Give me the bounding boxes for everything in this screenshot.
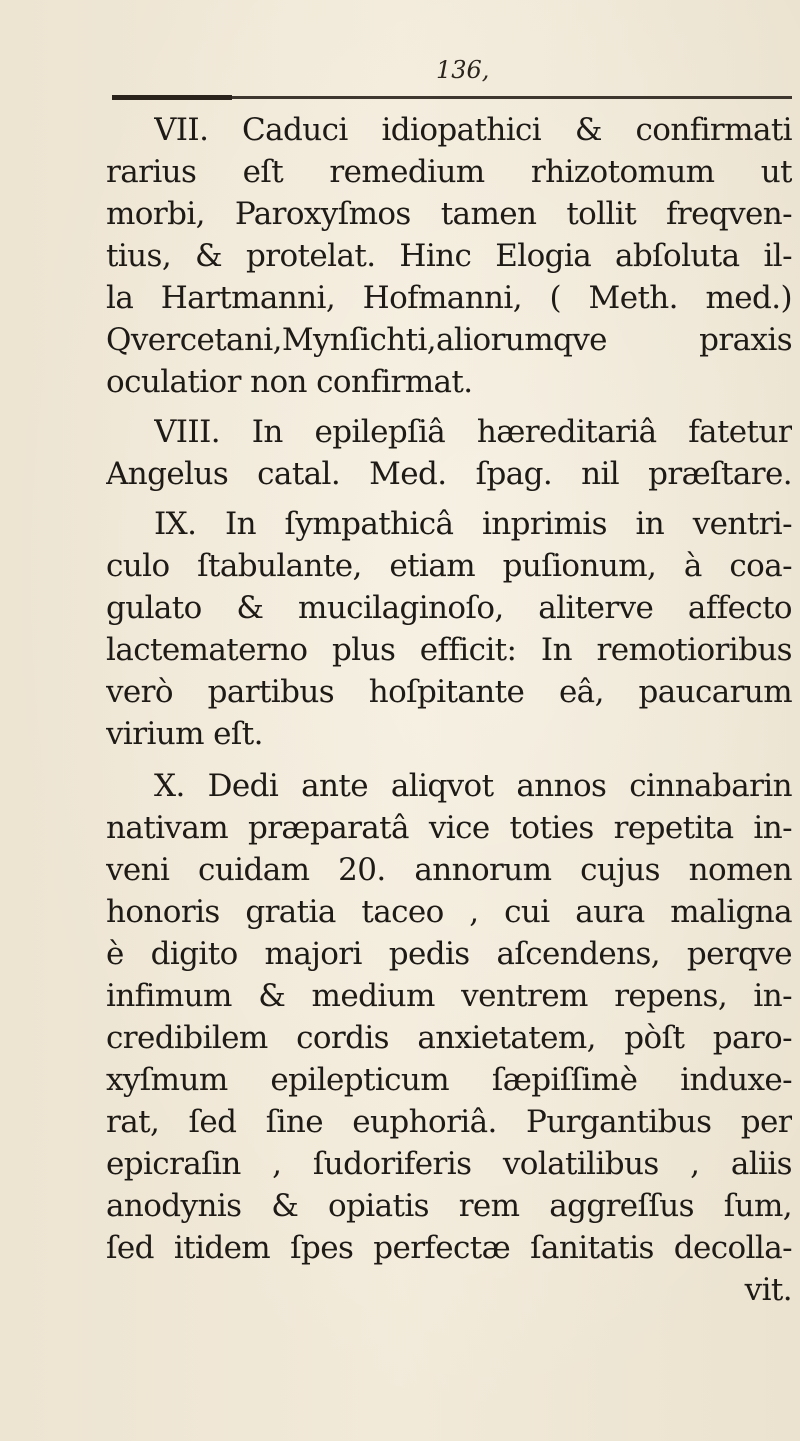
text-line: virium eſt. (106, 716, 263, 752)
text-line: Qvercetani,Mynſichti,aliorumqve praxis (106, 322, 792, 358)
text-line: rat, ſed ſine euphoriâ. Purgantibus per (106, 1104, 792, 1140)
text-line: xyſmum epilepticum ſæpiſſimè induxe- (106, 1062, 792, 1098)
text-line: Angelus catal. Med. ſpag. nil præſtare. (106, 456, 792, 492)
text-line: ſed itidem ſpes perfectæ ſanitatis decolla- (106, 1230, 792, 1266)
text-line: culo ſtabulante, etiam puſionum, à coa- (106, 548, 792, 584)
text-line: la Hartmanni, Hofmanni, ( Meth. med.) (106, 280, 792, 316)
text-line: lactematerno plus efficit: In remotioribus (106, 632, 792, 668)
text-line: epicraſin , ſudoriferis volatilibus , aliis (106, 1146, 792, 1182)
text-line: IX. In ſympathicâ inprimis in ventri- (154, 506, 792, 542)
text-line: credibilem cordis anxietatem, pòſt paro- (106, 1020, 792, 1056)
text-line: è digito majori pedis aſcendens, perqve (106, 936, 792, 972)
text-line: infimum & medium ventrem repens, in- (106, 978, 792, 1014)
text-line: X. Dedi ante aliqvot annos cinnabarin (154, 768, 792, 804)
page-number: 136, (436, 56, 490, 84)
text-line: anodynis & opiatis rem aggreſſus ſum, (106, 1188, 792, 1224)
text-line: nativam præparatâ vice toties repetita in- (106, 810, 792, 846)
text-line: honoris gratia taceo , cui aura maligna (106, 894, 792, 930)
header-rule (112, 96, 792, 99)
text-line: VIII. In epilepſiâ hæreditariâ fatetur (154, 414, 792, 450)
text-line: veni cuidam 20. annorum cujus nomen (106, 852, 792, 888)
text-line: oculatior non confirmat. (106, 364, 473, 400)
text-line: verò partibus hoſpitante eâ, paucarum (106, 674, 792, 710)
text-line: gulato & mucilaginoſo, aliterve affecto (106, 590, 792, 626)
text-line: morbi, Paroxyſmos tamen tollit freqven- (106, 196, 792, 232)
text-line: rarius eſt remedium rhizotomum ut (106, 154, 792, 190)
text-line: vit. (744, 1272, 792, 1308)
text-line: tius, & protelat. Hinc Elogia abſoluta il- (106, 238, 792, 274)
text-line: VII. Caduci idiopathici & confirmati (154, 112, 792, 148)
